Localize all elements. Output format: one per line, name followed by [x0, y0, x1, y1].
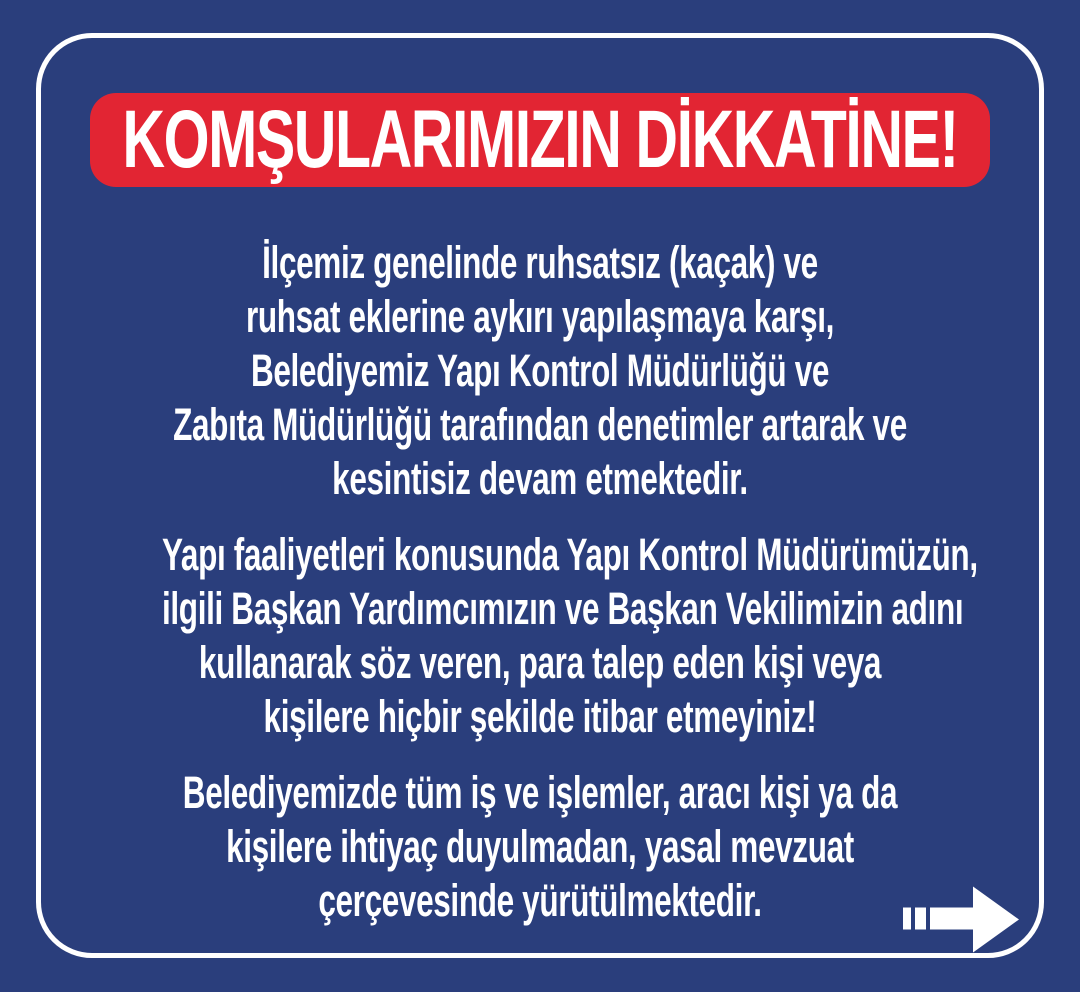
- text-line: çerçevesinde yürütülmektedir.: [318, 875, 762, 926]
- paragraph-fraud-warning: [162, 528, 978, 744]
- text-line: kişilere hiçbir şekilde itibar etmeyiniz!: [263, 691, 817, 742]
- text-line: kullanarak söz veren, para talep eden kişi veya: [198, 637, 882, 688]
- text-line: Belediyemiz Yapı Kontrol Müdürlüğü ve: [250, 345, 830, 396]
- text-line: Belediyemizde tüm iş ve işlemler, aracı kişi ya da: [182, 767, 898, 818]
- next-arrow-icon: [903, 886, 1020, 953]
- paragraph-legal-procedures: [162, 766, 918, 928]
- text-line: ilgili Başkan Yardımcımızın ve Başkan Vekilimizin adını: [162, 583, 964, 634]
- text-line: Zabıta Müdürlüğü tarafından denetimler artarak ve: [173, 399, 907, 450]
- text-line: ruhsat eklerine aykırı yapılaşmaya karşı,: [245, 291, 835, 342]
- poster-title: KOMŞULARIMIZIN DİKKATİNE!: [122, 94, 958, 185]
- text-line: kişilere ihtiyaç duyulmadan, yasal mevzuat: [226, 821, 854, 872]
- text-line: kesintisiz devam etmektedir.: [332, 453, 748, 504]
- text-line: Yapı faaliyetleri konusunda Yapı Kontrol Müdürümüzün,: [162, 529, 978, 580]
- paragraph-inspections: [162, 236, 918, 506]
- title-banner: [90, 93, 990, 187]
- announcement-body: [0, 236, 1080, 950]
- text-line: İlçemiz genelinde ruhsatsız (kaçak) ve: [262, 237, 818, 288]
